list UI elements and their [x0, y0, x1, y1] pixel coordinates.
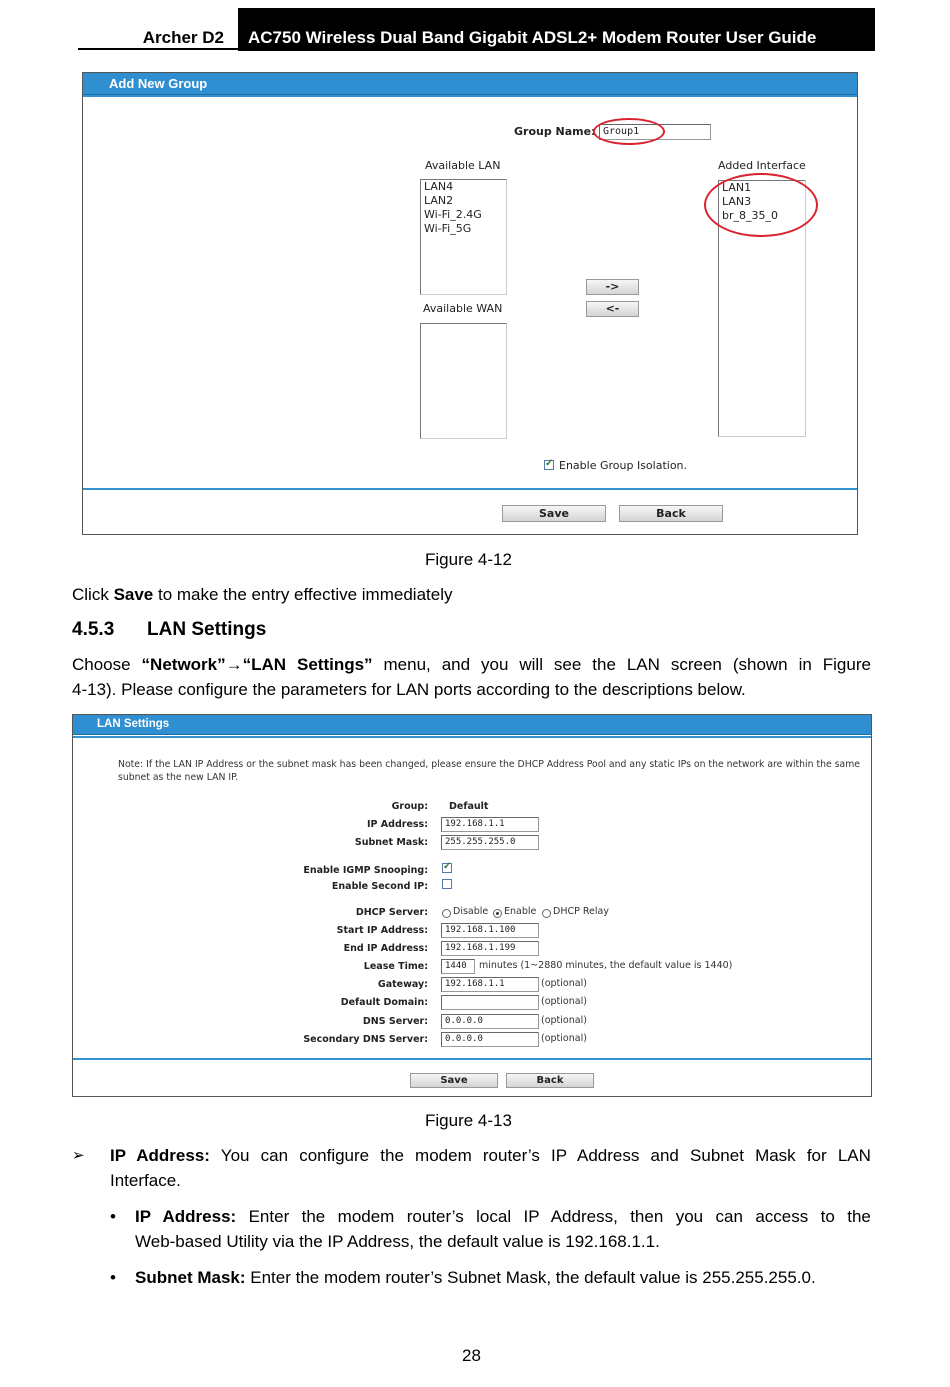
available-wan-label: Available WAN [423, 302, 503, 315]
dns-server-optional: (optional) [541, 1015, 587, 1026]
available-lan-label: Available LAN [425, 159, 501, 172]
lan-back-button[interactable]: Back [506, 1073, 594, 1088]
move-left-button[interactable]: <- [586, 301, 639, 317]
gateway-label: Gateway: [377, 979, 428, 990]
lan-settings-titlebar [73, 715, 871, 735]
add-group-panel [82, 72, 858, 535]
group-label: Group: [391, 801, 428, 812]
default-domain-input[interactable] [441, 995, 539, 1010]
list-item[interactable]: LAN2 [424, 194, 454, 207]
end-ip-label: End IP Address: [343, 943, 428, 954]
section-title: LAN Settings [147, 619, 267, 640]
added-interface-highlight [704, 173, 818, 237]
header-model [78, 10, 238, 50]
list-item[interactable]: LAN4 [424, 180, 454, 193]
group-name-highlight [593, 118, 665, 145]
lan-settings-title: LAN Settings [97, 718, 170, 730]
lan-settings-panel [72, 714, 872, 1097]
add-group-title: Add New Group [109, 76, 208, 91]
ip-address-input[interactable]: 192.168.1.1 [441, 817, 539, 832]
second-ip-checkbox[interactable] [442, 879, 452, 889]
group-value: Default [449, 801, 489, 812]
list-item[interactable]: br_8_35_0 [722, 209, 778, 222]
enable-isolation-label: Enable Group Isolation. [559, 459, 688, 472]
lan-note-line1: Note: If the LAN IP Address or the subnet mask has been changed, please ensure the DHCP Address Pool and any static IPs on the network are within the same [118, 759, 861, 770]
available-lan-list[interactable] [420, 179, 507, 295]
list-item[interactable]: Wi-Fi_2.4G [424, 208, 482, 221]
dhcp-enable-label: Enable [504, 906, 537, 917]
header-model-text: Archer D2 [142, 28, 224, 47]
default-domain-label: Default Domain: [340, 997, 428, 1008]
add-group-top-divider [83, 95, 857, 97]
dhcp-relay-radio[interactable] [542, 909, 551, 918]
choose-paragraph-line2: 4-13). Please configure the parameters for LAN ports according to the descriptions below. [72, 680, 746, 699]
header-guide-title-text: AC750 Wireless Dual Band Gigabit ADSL2+ Modem Router User Guide [248, 28, 817, 47]
added-interface-label: Added Interface [718, 159, 806, 172]
dhcp-disable-label: Disable [453, 906, 489, 917]
ip-address-label: IP Address: [367, 819, 428, 830]
igmp-snooping-checkbox[interactable] [442, 863, 452, 873]
lease-time-label: Lease Time: [363, 961, 428, 972]
group-name-label: Group Name: [514, 125, 596, 138]
start-ip-label: Start IP Address: [336, 925, 428, 936]
group-name-input[interactable]: Group1 [599, 124, 711, 140]
header-guide-title [238, 8, 875, 51]
figure-caption: Figure 4-13 [425, 1111, 512, 1130]
enable-isolation-checkbox[interactable] [544, 460, 554, 470]
gateway-optional: (optional) [541, 978, 587, 989]
start-ip-input[interactable]: 192.168.1.100 [441, 923, 539, 938]
secondary-dns-input[interactable]: 0.0.0.0 [441, 1032, 539, 1047]
section-number: 4.5.3 [72, 619, 115, 640]
list-item[interactable]: LAN1 [722, 181, 752, 194]
add-group-bottom-divider [83, 488, 857, 490]
gateway-input[interactable]: 192.168.1.1 [441, 977, 539, 992]
ip-item-line1: IP Address: You can configure the modem router’s IP Address and Subnet Mask for LAN [110, 1146, 871, 1165]
ip-item-line2: Interface. [110, 1171, 181, 1190]
subnet-mask-input[interactable]: 255.255.255.0 [441, 835, 539, 850]
dot-bullet: • [110, 1207, 116, 1226]
sub-ip-line2: Web-based Utility via the IP Address, the default value is 192.168.1.1. [135, 1232, 660, 1251]
save-button[interactable]: Save [502, 505, 606, 522]
back-button[interactable]: Back [619, 505, 723, 522]
dhcp-server-label: DHCP Server: [355, 907, 428, 918]
subnet-mask-label: Subnet Mask: [354, 837, 428, 848]
dns-server-input[interactable]: 0.0.0.0 [441, 1014, 539, 1029]
lan-note-line2: subnet as the new LAN IP. [118, 772, 239, 783]
choose-paragraph-line1: Choose “Network”→“LAN Settings” menu, and you will see the LAN screen (shown in Figure [72, 655, 871, 674]
lease-time-input[interactable]: 1440 [441, 959, 475, 974]
page-number: 28 [462, 1346, 481, 1365]
dhcp-disable-radio[interactable] [442, 909, 451, 918]
secondary-dns-label: Secondary DNS Server: [303, 1034, 428, 1045]
lan-save-button[interactable]: Save [410, 1073, 498, 1088]
arrow-bullet: ➢ [72, 1147, 85, 1164]
dot-bullet: • [110, 1268, 116, 1287]
sub-ip-line1: IP Address: Enter the modem router’s local IP Address, then you can access to the [135, 1207, 871, 1226]
lan-top-divider [73, 736, 871, 738]
figure-caption: Figure 4-12 [425, 550, 512, 569]
list-item[interactable]: LAN3 [722, 195, 752, 208]
dhcp-relay-label: DHCP Relay [553, 906, 609, 917]
second-ip-label: Enable Second IP: [331, 881, 428, 892]
lan-bottom-divider [73, 1058, 871, 1060]
available-wan-list[interactable] [420, 323, 507, 439]
click-save-text: Click Save to make the entry effective immediately [72, 585, 453, 604]
default-domain-optional: (optional) [541, 996, 587, 1007]
igmp-snooping-label: Enable IGMP Snooping: [303, 865, 428, 876]
dns-server-label: DNS Server: [362, 1016, 428, 1027]
dhcp-enable-radio[interactable] [493, 909, 502, 918]
end-ip-input[interactable]: 192.168.1.199 [441, 941, 539, 956]
move-right-button[interactable]: -> [586, 279, 639, 295]
add-group-titlebar [83, 73, 857, 95]
sub-mask-line: Subnet Mask: Enter the modem router’s Subnet Mask, the default value is 255.255.255.0. [135, 1268, 816, 1287]
lease-time-hint: minutes (1~2880 minutes, the default value is 1440) [479, 960, 733, 971]
list-item[interactable]: Wi-Fi_5G [424, 222, 472, 235]
secondary-dns-optional: (optional) [541, 1033, 587, 1044]
